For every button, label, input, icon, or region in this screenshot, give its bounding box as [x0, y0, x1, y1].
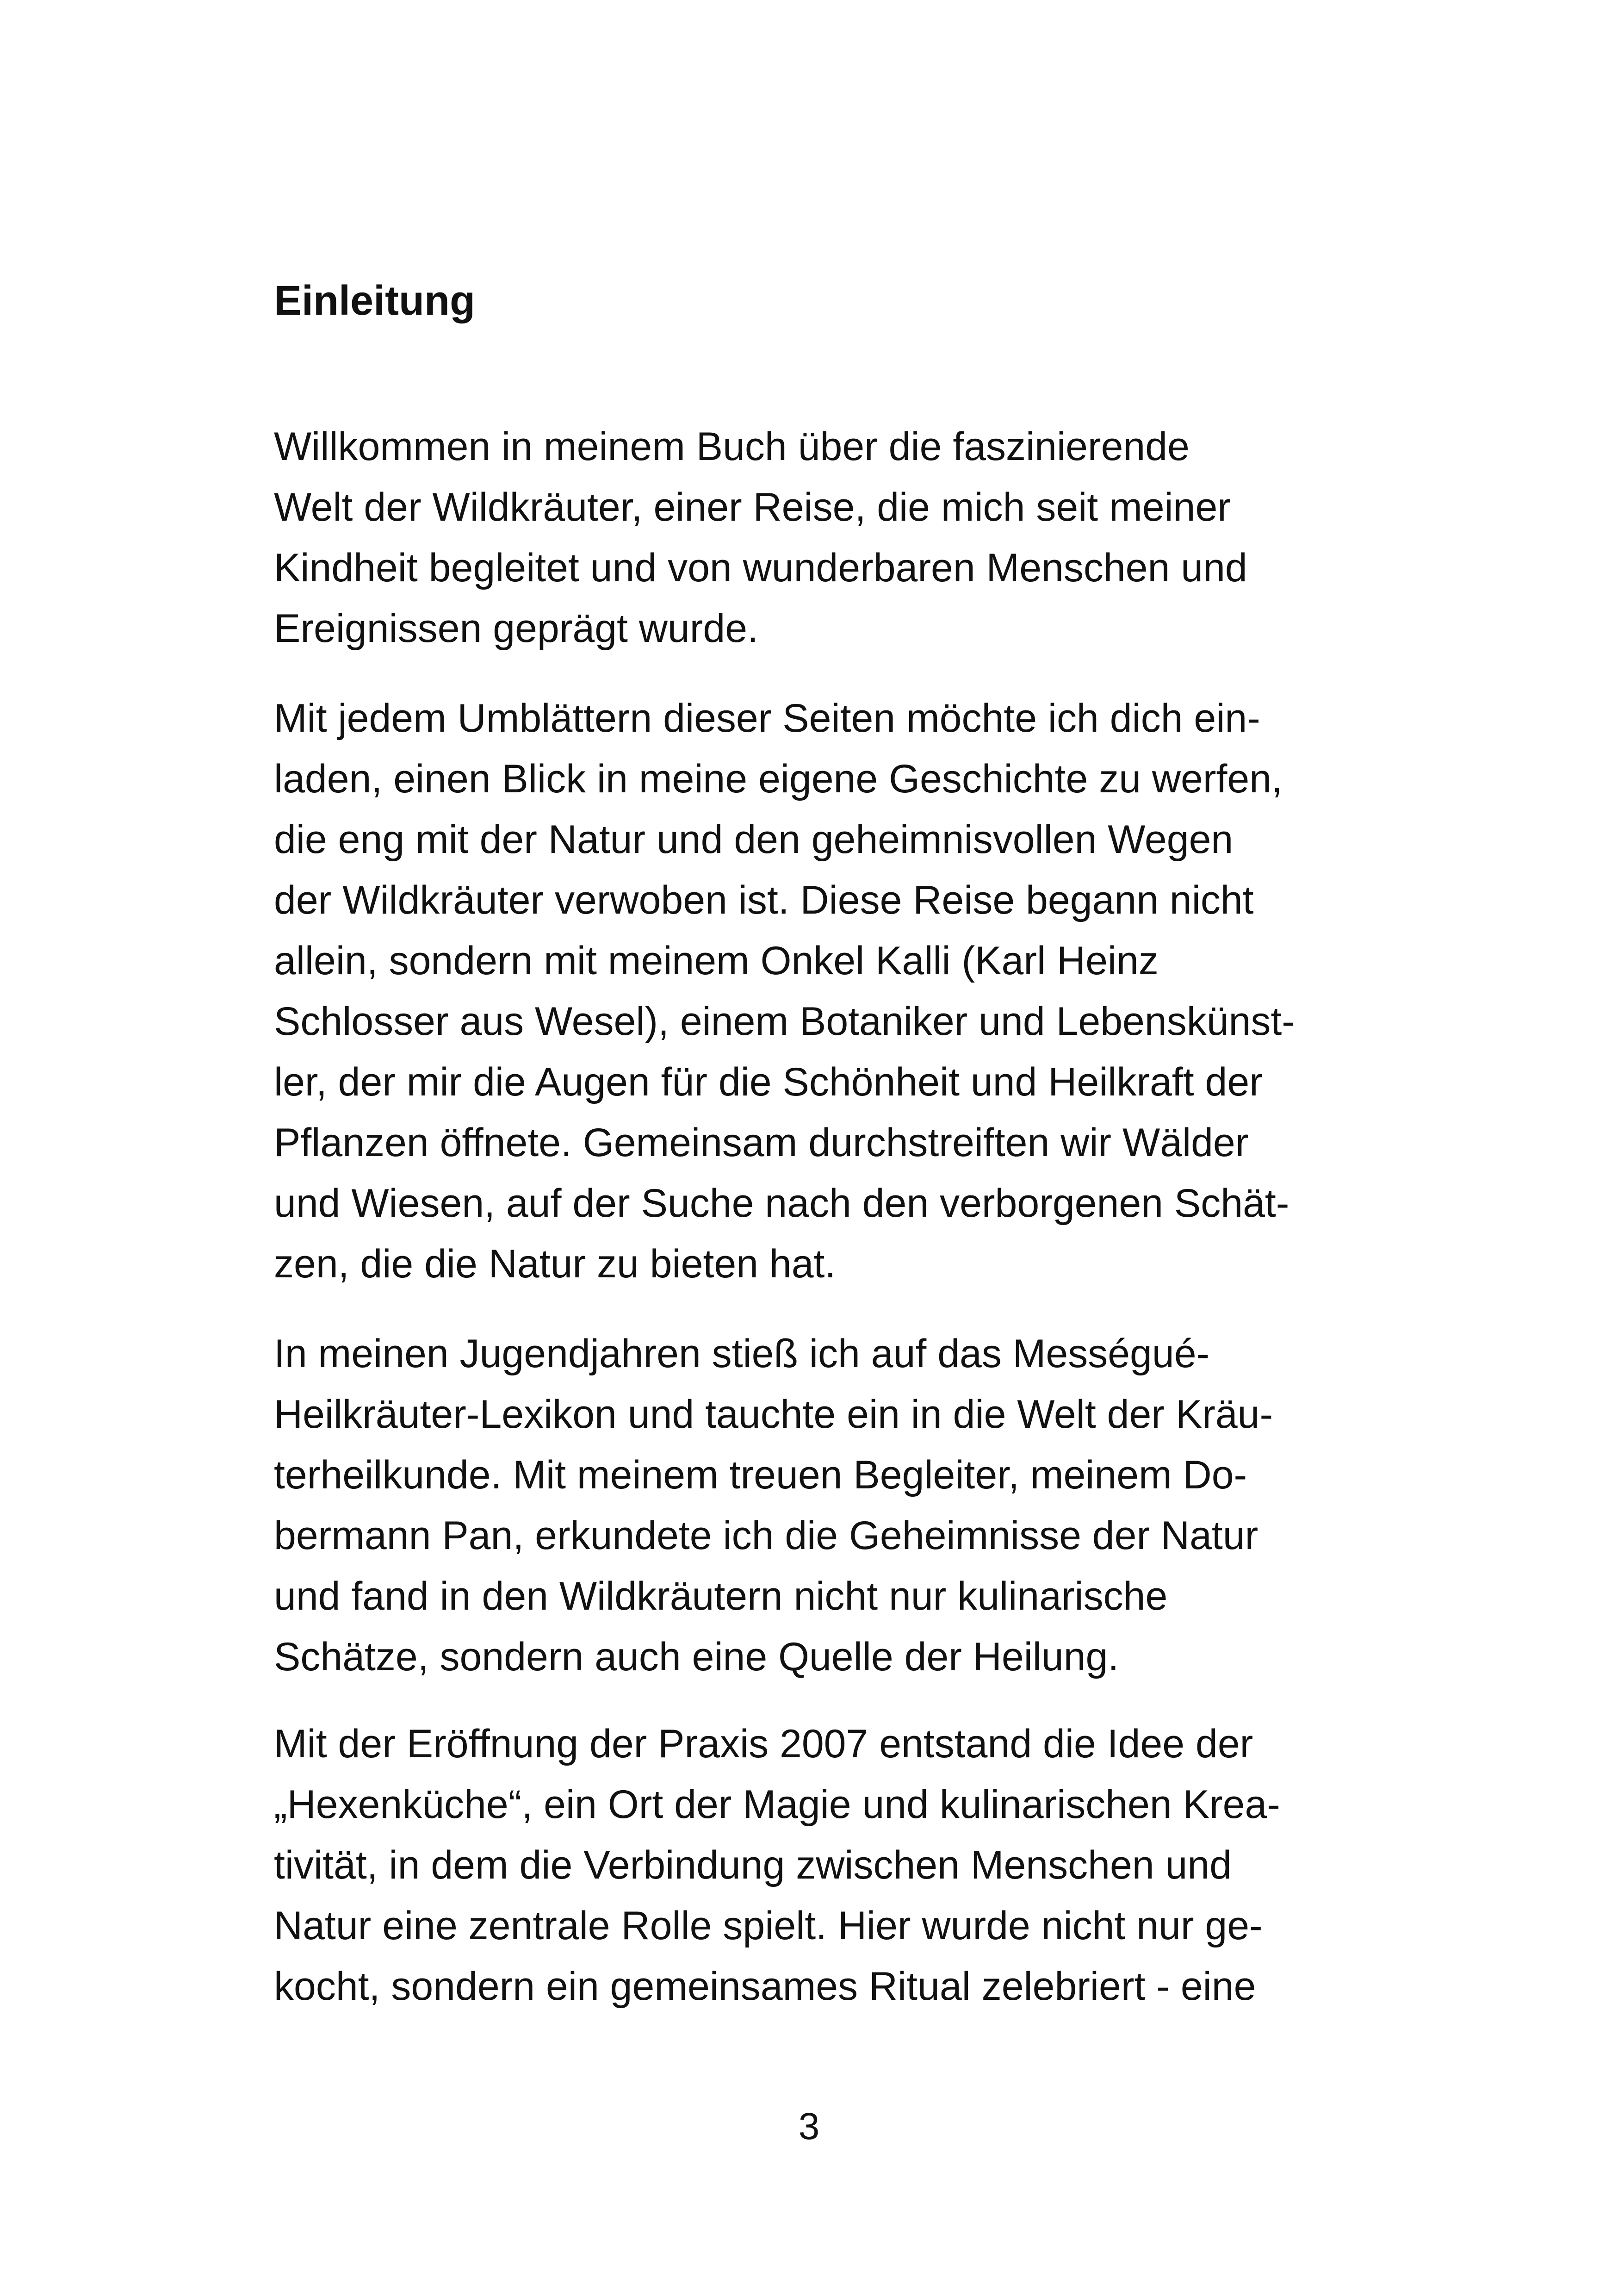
- text-line: und fand in den Wildkräutern nicht nur kulinarische: [274, 1574, 1168, 1618]
- text-line: zen, die die Natur zu bieten hat.: [274, 1242, 836, 1286]
- text-line: Schätze, sondern auch eine Quelle der Heilung.: [274, 1635, 1119, 1679]
- text-line: die eng mit der Natur und den geheimnisvollen Wegen: [274, 817, 1234, 862]
- text-line: kocht, sondern ein gemeinsames Ritual zelebriert - eine: [274, 1964, 1256, 2009]
- text-line: Ereignissen geprägt wurde.: [274, 606, 758, 651]
- text-line: Heilkräuter-Lexikon und tauchte ein in die Welt der Kräu-: [274, 1392, 1273, 1437]
- text-line: Pflanzen öffnete. Gemeinsam durchstreiften wir Wälder: [274, 1120, 1249, 1165]
- paragraph-1: [274, 417, 1247, 659]
- text-line: Mit jedem Umblättern dieser Seiten möchte ich dich ein-: [274, 696, 1260, 740]
- text-line: allein, sondern mit meinem Onkel Kalli (Karl Heinz: [274, 939, 1159, 983]
- text-line: Kindheit begleitet und von wunderbaren Menschen und: [274, 546, 1247, 590]
- text-line: Welt der Wildkräuter, einer Reise, die mich seit meiner: [274, 485, 1231, 529]
- text-line: und Wiesen, auf der Suche nach den verborgenen Schät-: [274, 1181, 1289, 1226]
- chapter-heading: Einleitung: [274, 278, 475, 324]
- text-line: Schlosser aus Wesel), einem Botaniker und Lebenskünst-: [274, 999, 1295, 1044]
- text-line: Willkommen in meinem Buch über die faszinierende: [274, 424, 1190, 469]
- text-line: der Wildkräuter verwoben ist. Diese Reise begann nicht: [274, 878, 1254, 922]
- text-line: tivität, in dem die Verbindung zwischen Menschen und: [274, 1843, 1232, 1887]
- paragraph-2: [274, 688, 1295, 1294]
- text-line: ler, der mir die Augen für die Schönheit und Heilkraft der: [274, 1060, 1263, 1104]
- page-number: 3: [798, 2105, 820, 2147]
- text-line: Mit der Eröffnung der Praxis 2007 entstand die Idee der: [274, 1722, 1253, 1766]
- text-line: bermann Pan, erkundete ich die Geheimnisse der Natur: [274, 1513, 1258, 1558]
- text-line: In meinen Jugendjahren stieß ich auf das Mességué-: [274, 1332, 1210, 1376]
- text-line: laden, einen Blick in meine eigene Geschichte zu werfen,: [274, 757, 1283, 801]
- text-line: „Hexenküche“, ein Ort der Magie und kulinarischen Krea-: [274, 1782, 1280, 1827]
- text-line: Natur eine zentrale Rolle spielt. Hier wurde nicht nur ge-: [274, 1904, 1263, 1948]
- text-line: terheilkunde. Mit meinem treuen Begleiter, meinem Do-: [274, 1453, 1247, 1497]
- paragraph-4: [274, 1714, 1280, 2017]
- paragraph-3: [274, 1324, 1273, 1687]
